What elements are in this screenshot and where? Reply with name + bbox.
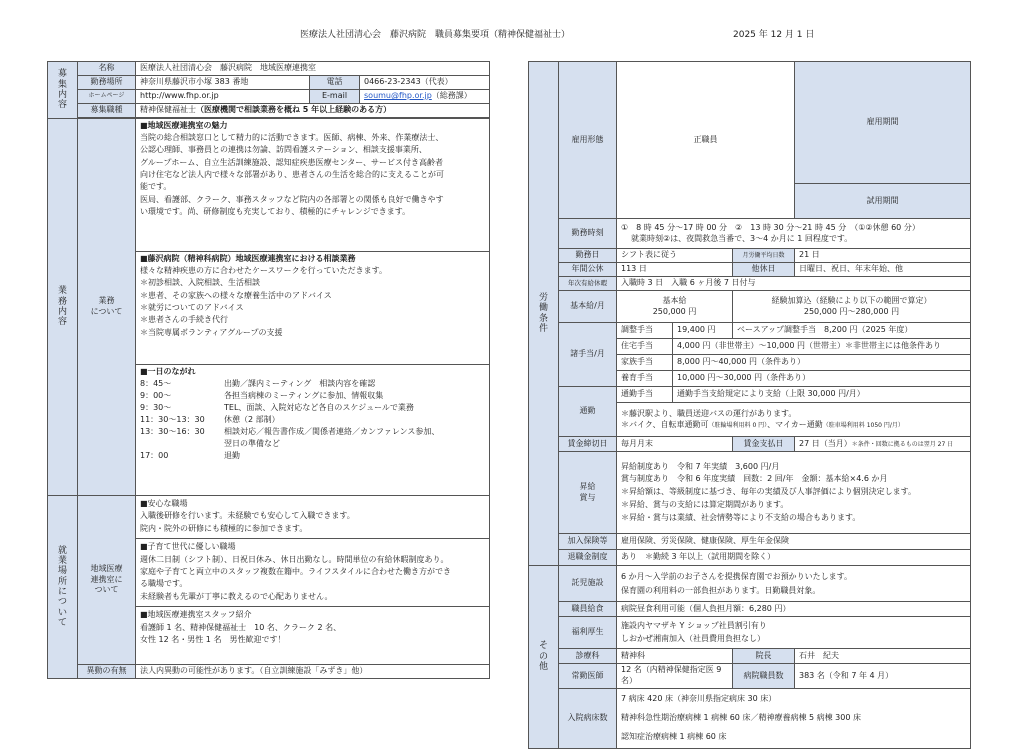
- env-label-1: 地域医療: [90, 563, 123, 573]
- raise-line: 賞与制度あり 令和 6 年度実績 回数：2 回/年 金額：基本給×4.6 か月: [621, 474, 888, 484]
- welfare-line: しおかぜ湘南加入（社員費用負担なし）: [621, 633, 765, 643]
- retire-value: あり ＊勤続 3 年以上（試用期間を除く）: [617, 550, 971, 566]
- raise-label-2: 賞与: [579, 492, 596, 502]
- work-label-2: について: [90, 307, 123, 316]
- kids-line: 家庭や子育てと両立中のスタッフ複数在籍中。ライフスタイルに合わせた働き方ができ: [140, 566, 452, 576]
- ins-value: 雇用保険、労災保険、健康保険、厚生年金保険: [617, 534, 971, 550]
- kids-line: 週休二日制（シフト制）、日祝日休み、休日出勤なし。時間単位の有給休暇制度あり。: [140, 554, 449, 564]
- section-env: 就業場所について: [48, 496, 78, 679]
- flow-task: 休憩（2 部制）: [224, 414, 280, 424]
- raise-label-1: 昇給: [579, 481, 596, 491]
- days-value: シフト表に従う: [617, 249, 733, 263]
- env-label: [78, 496, 136, 665]
- flow-task: TEL、面談、入院対応など各自のスケジュールで業務: [224, 402, 414, 412]
- place-value: 神奈川県藤沢市小塚 383 番地: [136, 76, 310, 90]
- close-label: 賃金締切日: [559, 437, 617, 452]
- right-table: [528, 61, 971, 749]
- hp-value[interactable]: http://www.fhp.or.jp: [136, 90, 310, 104]
- annual-value: 113 日: [617, 263, 733, 277]
- env-label-3: ついて: [94, 585, 119, 595]
- flow-schedule: [140, 378, 485, 462]
- paidleave-value: 入職時 3 日 入職 6 ヶ月後 7 日付与: [617, 277, 971, 291]
- retire-label: 退職金制度: [559, 550, 617, 566]
- hours-line: ① 8 時 45 分～17 時 00 分 ② 13 時 30 分～21 時 45 分 （①②休憩 60 分）: [621, 222, 920, 232]
- flow-time: 9：30～: [140, 402, 172, 412]
- flow-title: ■一日のながれ: [140, 367, 196, 376]
- allow-value: 19,400 円: [673, 323, 733, 339]
- work-label-1: 業務: [98, 296, 115, 306]
- allow-name: 家族手当: [617, 355, 673, 371]
- allow-value: 8,000 円～40,000 円（条件あり）: [673, 355, 971, 371]
- section-labor: 労働条件: [529, 62, 559, 566]
- duty-item: ＊就労についてのアドバイス: [140, 302, 244, 312]
- base-value: [617, 291, 733, 323]
- left-table: [47, 61, 490, 679]
- welfare-label: 福利厚生: [559, 617, 617, 649]
- kids-title: ■子育て世代に優しい職場: [140, 542, 236, 552]
- ins-label: 加入保険等: [559, 534, 617, 550]
- section-other: その他: [529, 566, 559, 749]
- days-label: 勤務日: [559, 249, 617, 263]
- other-hol-value: 日曜日、祝日、年末年始、他: [795, 263, 971, 277]
- flow-task: 退勤: [224, 450, 240, 460]
- payday-label: 賃金支払日: [733, 437, 795, 452]
- commute-car: 、マイカー通勤: [767, 419, 823, 429]
- beds-value: [617, 688, 971, 748]
- allow-name: 調整手当: [617, 323, 673, 339]
- hp-label: ホームページ: [78, 90, 136, 104]
- staffcount-value: 383 名（令和 7 年 4 月）: [795, 664, 971, 689]
- payday-note: ＊条件・回数に拠るものは翌月 27 日: [851, 440, 954, 448]
- child-value: [617, 566, 971, 602]
- flow-time: [140, 438, 202, 450]
- director-label: 院長: [733, 649, 795, 664]
- dept-label: 診療科: [559, 649, 617, 664]
- allow-name: 養育手当: [617, 371, 673, 387]
- charm-block: [136, 119, 490, 252]
- base-label: 基本給/月: [559, 291, 617, 323]
- payday-value: [795, 437, 971, 452]
- duty-item: ＊初診相談、入院相談、生活相談: [140, 278, 260, 288]
- safe-line: 入職後研修を行います。未経験でも安心して入職できます。: [140, 511, 355, 521]
- flow-time: 13：30～16：30: [140, 426, 205, 436]
- commute-note: ＊藤沢駅より、職員送迎バスの運行があります。: [621, 408, 797, 418]
- staffcount-label: 病院職員数: [733, 664, 795, 689]
- charm-line: 公認心理師、事務員との連携は勿論、訪問看護ステーション、相談支援事業所、: [140, 145, 427, 155]
- flow-task: 翌日の準備など: [224, 438, 280, 448]
- emp-label: 雇用形態: [559, 62, 617, 219]
- allow-extra: ベースアップ調整手当 8,200 円（2025 年度）: [733, 323, 971, 339]
- job-value: [136, 104, 490, 118]
- flow-time: 9：00～: [140, 390, 172, 400]
- commute-car-fee: （駐車場利用料 1050 円/月）: [822, 421, 904, 429]
- flow-time: 11：30～13：30: [140, 414, 205, 424]
- raise-value: [617, 452, 971, 534]
- period-label: 雇用期間: [795, 62, 971, 184]
- avgdays-value: 21 日: [795, 249, 971, 263]
- base-amount: 250,000 円: [652, 306, 697, 316]
- duty-item: ＊患者さんの手続き代行: [140, 315, 228, 325]
- safe-line: 院内・院外の研修にも積極的に参加できます。: [140, 523, 308, 533]
- emp-value: 正職員: [617, 62, 795, 219]
- tel-label: 電話: [310, 76, 360, 90]
- transfer-label: 異動の有無: [78, 665, 136, 679]
- job-requirement: （医療機関で相談業務を概ね 5 年以上経験のある方）: [196, 105, 392, 115]
- mail-note: （総務課）: [431, 91, 472, 101]
- env-label-2: 連携室に: [90, 574, 123, 584]
- duty-intro: 様々な精神疾患の方に合わせたケースワークを行っていただきます。: [140, 265, 387, 275]
- commute-bike-fee: （駐輪場利用料 0 円）: [708, 421, 768, 429]
- commute-label: 通勤: [559, 387, 617, 437]
- duty-title: ■藤沢病院（精神科病院）地域医療連携室における相談業務: [140, 254, 356, 263]
- beds-line: 7 病床 420 床（神奈川県指定病床 30 床）: [621, 694, 777, 704]
- allow-name: 住宅手当: [617, 339, 673, 355]
- raise-line: 昇給制度あり 令和 7 年実績 3,600 円/月: [621, 461, 780, 471]
- other-hol-label: 他休日: [733, 263, 795, 277]
- doctor-label: 常勤医師: [559, 664, 617, 689]
- allow-value: 10,000 円～30,000 円（条件あり）: [673, 371, 971, 387]
- charm-line: 能です。: [140, 182, 172, 192]
- base-head: 基本給: [662, 295, 687, 305]
- name-value: 医療法人社団清心会 藤沢病院 地域医療連携室: [136, 62, 490, 76]
- kids-line: る職場です。: [140, 579, 188, 589]
- exp-value: [733, 291, 971, 323]
- child-label: 託児施設: [559, 566, 617, 602]
- document-date: 2025 年 12 月 1 日: [733, 30, 815, 40]
- dept-value: 精神科: [617, 649, 733, 664]
- commute-bike: ＊バイク、自転車通勤可: [621, 419, 709, 429]
- meal-value: 病院昼食利用可能（個人負担月額：6,280 円）: [617, 602, 971, 617]
- charm-title: ■地域医療連携室の魅力: [140, 121, 228, 130]
- commute-notes: [617, 403, 971, 437]
- charm-line: 当院の総合相談窓口として精力的に活動できます。医師、病棟、外来、作業療法士、: [140, 132, 444, 142]
- staff-line: 女性 12 名・男性 1 名 男性歓迎です！: [140, 634, 286, 644]
- payday-date: 27 日（当月）: [799, 438, 852, 448]
- place-label: 勤務場所: [78, 76, 136, 90]
- charm-line: い環境です。尚、研修制度も充実しており、積極的にチャレンジできます。: [140, 207, 411, 217]
- hours-line: 就業時刻②は、夜間救急当番で、3～4 か月に 1 回程度です。: [631, 233, 853, 243]
- avgdays-label: 月労働平均日数: [733, 249, 795, 263]
- raise-line: ＊昇給額は、等級制度に基づき、毎年の実績及び人事評価により個別決定します。: [621, 487, 917, 497]
- job-prefix: 精神保健福祉士: [140, 105, 196, 115]
- beds-line: 精神科急性期治療病棟 1 病棟 60 床／精神療養病棟 5 病棟 300 床: [621, 712, 861, 722]
- exp-head: 経験加算込（経験により以下の範囲で算定）: [771, 295, 932, 305]
- name-label: 名称: [78, 62, 136, 76]
- allow-label: 諸手当/月: [559, 323, 617, 387]
- flow-time: 17：00: [140, 450, 169, 460]
- document-title: 医療法人社団清心会 藤沢病院 職員募集要項（精神保健福祉士）: [300, 30, 571, 40]
- transfer-value: 法人内異動の可能性があります。（自立訓練施設「みずき」他）: [136, 665, 490, 679]
- raise-label: [559, 452, 617, 534]
- close-value: 毎月月末: [617, 437, 733, 452]
- hours-value: [617, 219, 971, 249]
- paidleave-label: 年次有給休暇: [559, 277, 617, 291]
- meal-label: 職員給食: [559, 602, 617, 617]
- staff-line: 看護師 1 名、精神保健福祉士 10 名、クラーク 2 名、: [140, 622, 342, 632]
- welfare-value: [617, 617, 971, 649]
- director-value: 石井 紀夫: [795, 649, 971, 664]
- safe-title: ■安心な職場: [140, 499, 188, 508]
- flow-task: 各担当病棟のミーティングに参加、情報収集: [224, 390, 384, 400]
- doctor-value: 12 名（内精神保健指定医 9 名）: [617, 664, 733, 689]
- commute-note: [621, 420, 966, 431]
- staff-title: ■地域医療連携室スタッフ紹介: [140, 610, 252, 620]
- commute-name: 通勤手当: [617, 387, 673, 403]
- beds-label: 入院病床数: [559, 688, 617, 748]
- child-line: 6 か月～入学前のお子さんを提携保育園でお預かりいたします。: [621, 572, 852, 582]
- welfare-line: 施設内ヤマザキ Y ショップ社員割引有り: [621, 620, 767, 630]
- work-label: [78, 119, 136, 496]
- duty-item: ＊当院専属ボランティアグループの支援: [140, 327, 283, 337]
- raise-line: ＊昇給、賞与の支給には算定期間があります。: [621, 500, 789, 510]
- charm-line: グループホーム、自立生活訓練施設、認知症疾患医療センター、サービス付き高齢者: [140, 157, 443, 167]
- allow-value: 4,000 円（非世帯主）～10,000 円（世帯主）＊非世帯主には他条件あり: [673, 339, 971, 355]
- charm-line: 医局、看護部、クラーク、事務スタッフなど院内の各部署との関係も良好で働きやす: [140, 194, 444, 204]
- flow-task: 出勤／課内ミーティング 相談内容を確認: [224, 378, 376, 388]
- annual-label: 年間公休: [559, 263, 617, 277]
- hours-label: 勤務時刻: [559, 219, 617, 249]
- charm-line: 向け住宅など法人内で様々な部署があり、患者さんの生活を総合的に支えることが可: [140, 169, 444, 179]
- beds-line: 認知症治療病棟 1 病棟 60 床: [621, 731, 727, 741]
- tel-value: 0466-23-2343（代表）: [360, 76, 490, 90]
- job-label: 募集職種: [78, 104, 136, 118]
- flow-time: 8：45～: [140, 378, 172, 388]
- flow-block: [136, 365, 490, 496]
- raise-line: ＊昇給・賞与は業績、社会情勢等により不支給の場合もあります。: [621, 512, 861, 522]
- commute-value: 通勤手当支給規定により支給（上限 30,000 円/月）: [673, 387, 971, 403]
- mail-link[interactable]: soumu@fhp.or.jp: [364, 91, 432, 101]
- charm-text: [140, 132, 485, 219]
- duty-block: [136, 252, 490, 365]
- mail-value: [360, 90, 490, 104]
- child-line: 保育園の利用料の一部負担があります。日勤職員対象。: [621, 585, 821, 595]
- exp-amount: 250,000 円～280,000 円: [803, 306, 900, 316]
- flow-task: 相談対応／報告書作成／関係者連絡／カンファレンス参加、: [224, 426, 440, 436]
- kids-line: 未経験者も先輩が丁寧に教えるので心配ありません。: [140, 591, 333, 601]
- duty-item: ＊患者、その家族への様々な療養生活中のアドバイス: [140, 290, 332, 300]
- section-recruit: 募集内容: [48, 62, 78, 119]
- env-block: [136, 496, 490, 665]
- trial-label: 試用期間: [795, 183, 971, 218]
- mail-label: E-mail: [310, 90, 360, 104]
- section-work: 業務内容: [48, 119, 78, 496]
